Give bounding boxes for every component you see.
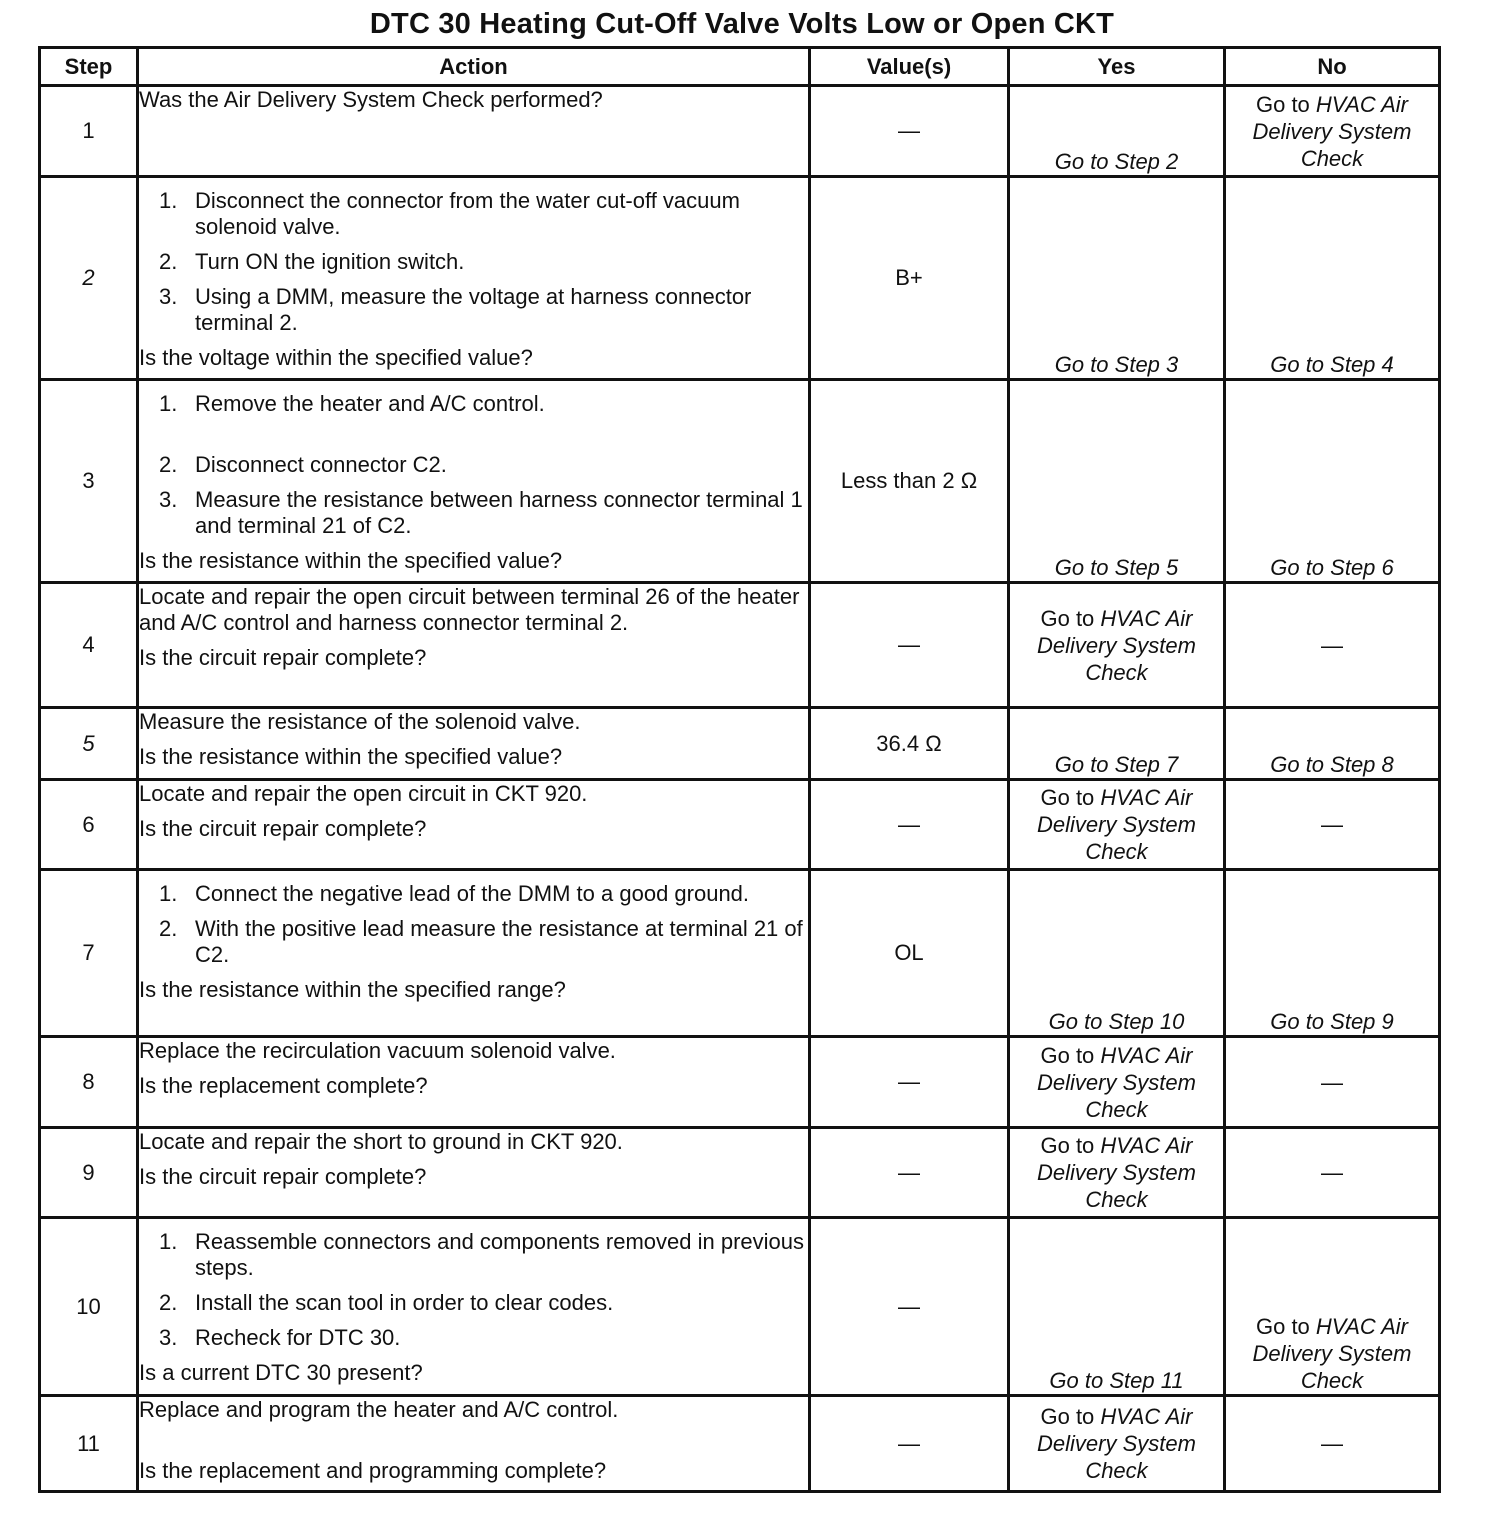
question-text: Is the replacement and programming complete? bbox=[139, 1458, 607, 1483]
step-number: 11 bbox=[40, 1396, 138, 1492]
yes-cell bbox=[1009, 1128, 1225, 1218]
no-reference: HVAC Air Delivery System Check bbox=[1252, 1314, 1412, 1393]
yes-cell: Go to Step 11 bbox=[1009, 1218, 1225, 1396]
step-number: 3 bbox=[40, 380, 138, 583]
question-text: Is the resistance within the specified range? bbox=[139, 977, 566, 1002]
procedure-list bbox=[139, 1229, 808, 1351]
action-cell bbox=[138, 583, 810, 708]
action-cell bbox=[138, 177, 810, 380]
list-item: 3. Using a DMM, measure the voltage at harness connector terminal 2. bbox=[159, 284, 752, 335]
list-item: 3. Recheck for DTC 30. bbox=[159, 1325, 401, 1350]
action-cell bbox=[138, 1037, 810, 1128]
table-row bbox=[40, 1396, 1440, 1492]
table-row bbox=[40, 380, 1440, 583]
no-cell bbox=[1225, 1218, 1440, 1396]
yes-reference: HVAC Air Delivery System Check bbox=[1037, 605, 1196, 685]
value-cell: — bbox=[810, 583, 1009, 708]
action-cell bbox=[138, 1128, 810, 1218]
no-cell: — bbox=[1225, 780, 1440, 870]
header-action: Action bbox=[138, 48, 810, 86]
yes-cell bbox=[1009, 583, 1225, 708]
question-text: Is the circuit repair complete? bbox=[139, 816, 427, 841]
value-cell: — bbox=[810, 780, 1009, 870]
no-cell bbox=[1225, 86, 1440, 177]
action-text: Replace and program the heater and A/C control. bbox=[139, 1397, 619, 1422]
header-row bbox=[40, 48, 1440, 86]
step-number: 5 bbox=[40, 708, 138, 780]
value-cell: 36.4 Ω bbox=[810, 708, 1009, 780]
question-text: Is the circuit repair complete? bbox=[139, 645, 427, 670]
table-row bbox=[40, 583, 1440, 708]
yes-reference: HVAC Air Delivery System Check bbox=[1037, 1404, 1196, 1483]
diagnostic-table bbox=[38, 46, 1441, 1493]
yes-cell: Go to Step 2 bbox=[1009, 86, 1225, 177]
action-cell bbox=[138, 1218, 810, 1396]
question-text: Is a current DTC 30 present? bbox=[139, 1360, 423, 1385]
procedure-list bbox=[139, 188, 808, 336]
step-number: 1 bbox=[40, 86, 138, 177]
yes-reference: HVAC Air Delivery System Check bbox=[1037, 1042, 1196, 1122]
table-row bbox=[40, 1128, 1440, 1218]
yes-cell bbox=[1009, 780, 1225, 870]
yes-cell: Go to Step 10 bbox=[1009, 870, 1225, 1037]
yes-prefix: Go to bbox=[1040, 1042, 1101, 1068]
action-cell bbox=[138, 86, 810, 177]
no-prefix: Go to bbox=[1255, 1314, 1316, 1339]
step-number: 2 bbox=[40, 177, 138, 380]
step-number: 4 bbox=[40, 583, 138, 708]
step-number: 7 bbox=[40, 870, 138, 1037]
action-cell bbox=[138, 870, 810, 1037]
list-item: 1. Connect the negative lead of the DMM to a good ground. bbox=[159, 881, 750, 906]
procedure-list bbox=[139, 881, 808, 968]
table-row bbox=[40, 708, 1440, 780]
table-row bbox=[40, 1037, 1440, 1128]
header-no: No bbox=[1225, 48, 1440, 86]
yes-cell: Go to Step 3 bbox=[1009, 177, 1225, 380]
yes-prefix: Go to bbox=[1040, 1404, 1101, 1429]
action-text: Locate and repair the short to ground in CKT 920. bbox=[139, 1129, 623, 1154]
list-item: 2. Install the scan tool in order to clear codes. bbox=[159, 1290, 614, 1315]
table-row bbox=[40, 870, 1440, 1037]
yes-reference: HVAC Air Delivery System Check bbox=[1037, 785, 1196, 864]
value-cell: — bbox=[810, 1037, 1009, 1128]
value-cell: — bbox=[810, 86, 1009, 177]
list-item: 3. Measure the resistance between harness connector terminal 1 and terminal 21 of C2. bbox=[159, 487, 803, 538]
no-prefix: Go to bbox=[1255, 91, 1316, 117]
action-cell bbox=[138, 708, 810, 780]
list-item: 2. Turn ON the ignition switch. bbox=[159, 249, 465, 274]
action-text: Measure the resistance of the solenoid valve. bbox=[139, 709, 581, 734]
list-item: 1. Remove the heater and A/C control. bbox=[159, 391, 545, 416]
list-item: 1. Reassemble connectors and components removed in previous steps. bbox=[159, 1229, 804, 1280]
question-text: Is the resistance within the specified value? bbox=[139, 744, 563, 769]
question-text: Is the replacement complete? bbox=[139, 1073, 428, 1098]
list-item: 2. With the positive lead measure the resistance at terminal 21 of C2. bbox=[159, 916, 803, 967]
list-item: 2. Disconnect connector C2. bbox=[159, 452, 447, 477]
header-yes: Yes bbox=[1009, 48, 1225, 86]
yes-cell: Go to Step 7 bbox=[1009, 708, 1225, 780]
yes-cell bbox=[1009, 1396, 1225, 1492]
question-text: Is the resistance within the specified value? bbox=[139, 548, 563, 573]
value-cell: — bbox=[810, 1396, 1009, 1492]
header-step: Step bbox=[40, 48, 138, 86]
list-item: 1. Disconnect the connector from the water cut-off vacuum solenoid valve. bbox=[159, 188, 740, 239]
step-number: 6 bbox=[40, 780, 138, 870]
action-cell bbox=[138, 1396, 810, 1492]
no-cell: — bbox=[1225, 583, 1440, 708]
action-text: Locate and repair the open circuit between terminal 26 of the heater and A/C control and harness connector terminal 2. bbox=[139, 584, 800, 635]
step-number: 9 bbox=[40, 1128, 138, 1218]
action-text: Was the Air Delivery System Check performed? bbox=[139, 87, 603, 112]
action-text: Replace the recirculation vacuum solenoid valve. bbox=[139, 1038, 616, 1063]
question-text: Is the circuit repair complete? bbox=[139, 1164, 427, 1189]
action-cell bbox=[138, 780, 810, 870]
yes-prefix: Go to bbox=[1040, 605, 1101, 631]
yes-prefix: Go to bbox=[1040, 785, 1101, 810]
no-cell: — bbox=[1225, 1396, 1440, 1492]
no-cell: Go to Step 4 bbox=[1225, 177, 1440, 380]
value-cell: Less than 2 Ω bbox=[810, 380, 1009, 583]
yes-cell bbox=[1009, 1037, 1225, 1128]
table-row bbox=[40, 1218, 1440, 1396]
no-cell: Go to Step 6 bbox=[1225, 380, 1440, 583]
action-cell bbox=[138, 380, 810, 583]
no-reference: HVAC Air Delivery System Check bbox=[1252, 91, 1412, 171]
header-values: Value(s) bbox=[810, 48, 1009, 86]
no-cell: Go to Step 8 bbox=[1225, 708, 1440, 780]
table-row bbox=[40, 177, 1440, 380]
step-number: 8 bbox=[40, 1037, 138, 1128]
yes-prefix: Go to bbox=[1040, 1133, 1101, 1158]
page-title: DTC 30 Heating Cut-Off Valve Volts Low or Open CKT bbox=[369, 8, 1115, 40]
value-cell: OL bbox=[810, 870, 1009, 1037]
value-cell: — bbox=[810, 1128, 1009, 1218]
step-number: 10 bbox=[40, 1218, 138, 1396]
question-text: Is the voltage within the specified value? bbox=[139, 345, 533, 370]
action-text: Locate and repair the open circuit in CKT 920. bbox=[139, 781, 588, 806]
no-cell: Go to Step 9 bbox=[1225, 870, 1440, 1037]
procedure-list bbox=[139, 391, 808, 539]
table-row bbox=[40, 86, 1440, 177]
table-row bbox=[40, 780, 1440, 870]
no-cell: — bbox=[1225, 1128, 1440, 1218]
yes-reference: HVAC Air Delivery System Check bbox=[1037, 1133, 1196, 1212]
value-cell: B+ bbox=[810, 177, 1009, 380]
value-cell: — bbox=[810, 1218, 1009, 1396]
yes-cell: Go to Step 5 bbox=[1009, 380, 1225, 583]
no-cell: — bbox=[1225, 1037, 1440, 1128]
